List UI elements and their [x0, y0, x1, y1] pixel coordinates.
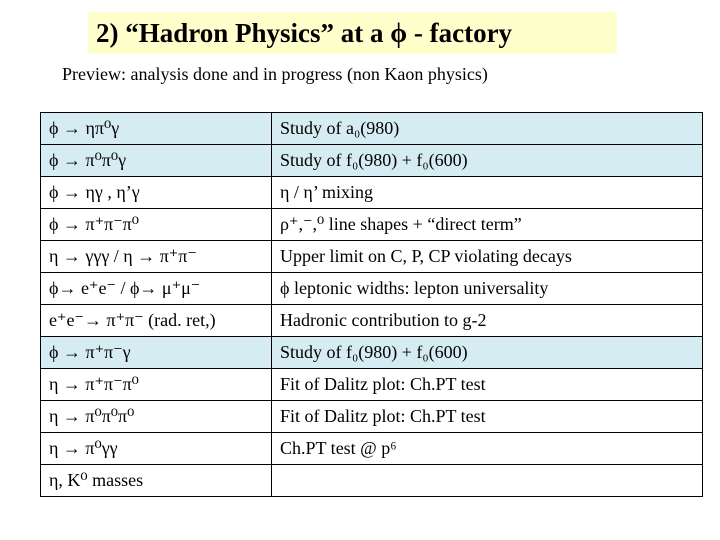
physics-study-cell: η / η’ mixing — [272, 177, 703, 209]
decay-channel-cell: η → γγγ / η → π⁺π⁻ — [41, 241, 272, 273]
physics-study-cell: Fit of Dalitz plot: Ch.PT test — [272, 401, 703, 433]
decay-channel-cell: ϕ → π⁺π⁻π⁰ — [41, 209, 272, 241]
decay-channel-cell: η → π⁰π⁰π⁰ — [41, 401, 272, 433]
table-row — [41, 305, 703, 337]
decay-channel-cell: η → π⁰γγ — [41, 433, 272, 465]
slide-subtitle: Preview: analysis done and in progress (non Kaon physics) — [62, 64, 488, 84]
decay-channel-cell: ϕ → π⁰π⁰γ — [41, 145, 272, 177]
physics-table-body — [41, 113, 703, 497]
physics-study-cell: Upper limit on C, P, CP violating decays — [272, 241, 703, 273]
physics-study-cell: Hadronic contribution to g-2 — [272, 305, 703, 337]
physics-table — [40, 112, 703, 497]
table-row — [41, 433, 703, 465]
table-row — [41, 401, 703, 433]
table-row — [41, 241, 703, 273]
table-row — [41, 273, 703, 305]
decay-channel-cell: η, K⁰ masses — [41, 465, 272, 497]
decay-channel-cell: η → π⁺π⁻π⁰ — [41, 369, 272, 401]
decay-channel-cell: ϕ→ e⁺e⁻ / ϕ→ μ⁺μ⁻ — [41, 273, 272, 305]
decay-channel-cell: ϕ → ηγ , η’γ — [41, 177, 272, 209]
table-row — [41, 465, 703, 497]
physics-study-cell: ρ⁺,⁻,⁰ line shapes + “direct term” — [272, 209, 703, 241]
physics-study-cell: Fit of Dalitz plot: Ch.PT test — [272, 369, 703, 401]
table-row — [41, 209, 703, 241]
decay-channel-cell: ϕ → ηπ⁰γ — [41, 113, 272, 145]
physics-study-cell: ϕ leptonic widths: lepton universality — [272, 273, 703, 305]
physics-study-cell: Study of f₀(980) + f₀(600) — [272, 145, 703, 177]
physics-study-cell: Ch.PT test @ p⁶ — [272, 433, 703, 465]
table-row — [41, 337, 703, 369]
table-row — [41, 113, 703, 145]
physics-study-cell — [272, 465, 703, 497]
slide-title: 2) “Hadron Physics” at a ϕ - factory — [96, 18, 513, 48]
decay-channel-cell: e⁺e⁻→ π⁺π⁻ (rad. ret,) — [41, 305, 272, 337]
table-row — [41, 369, 703, 401]
physics-study-cell: Study of f₀(980) + f₀(600) — [272, 337, 703, 369]
physics-study-cell: Study of a₀(980) — [272, 113, 703, 145]
table-row — [41, 177, 703, 209]
table-row — [41, 145, 703, 177]
decay-channel-cell: ϕ → π⁺π⁻γ — [41, 337, 272, 369]
